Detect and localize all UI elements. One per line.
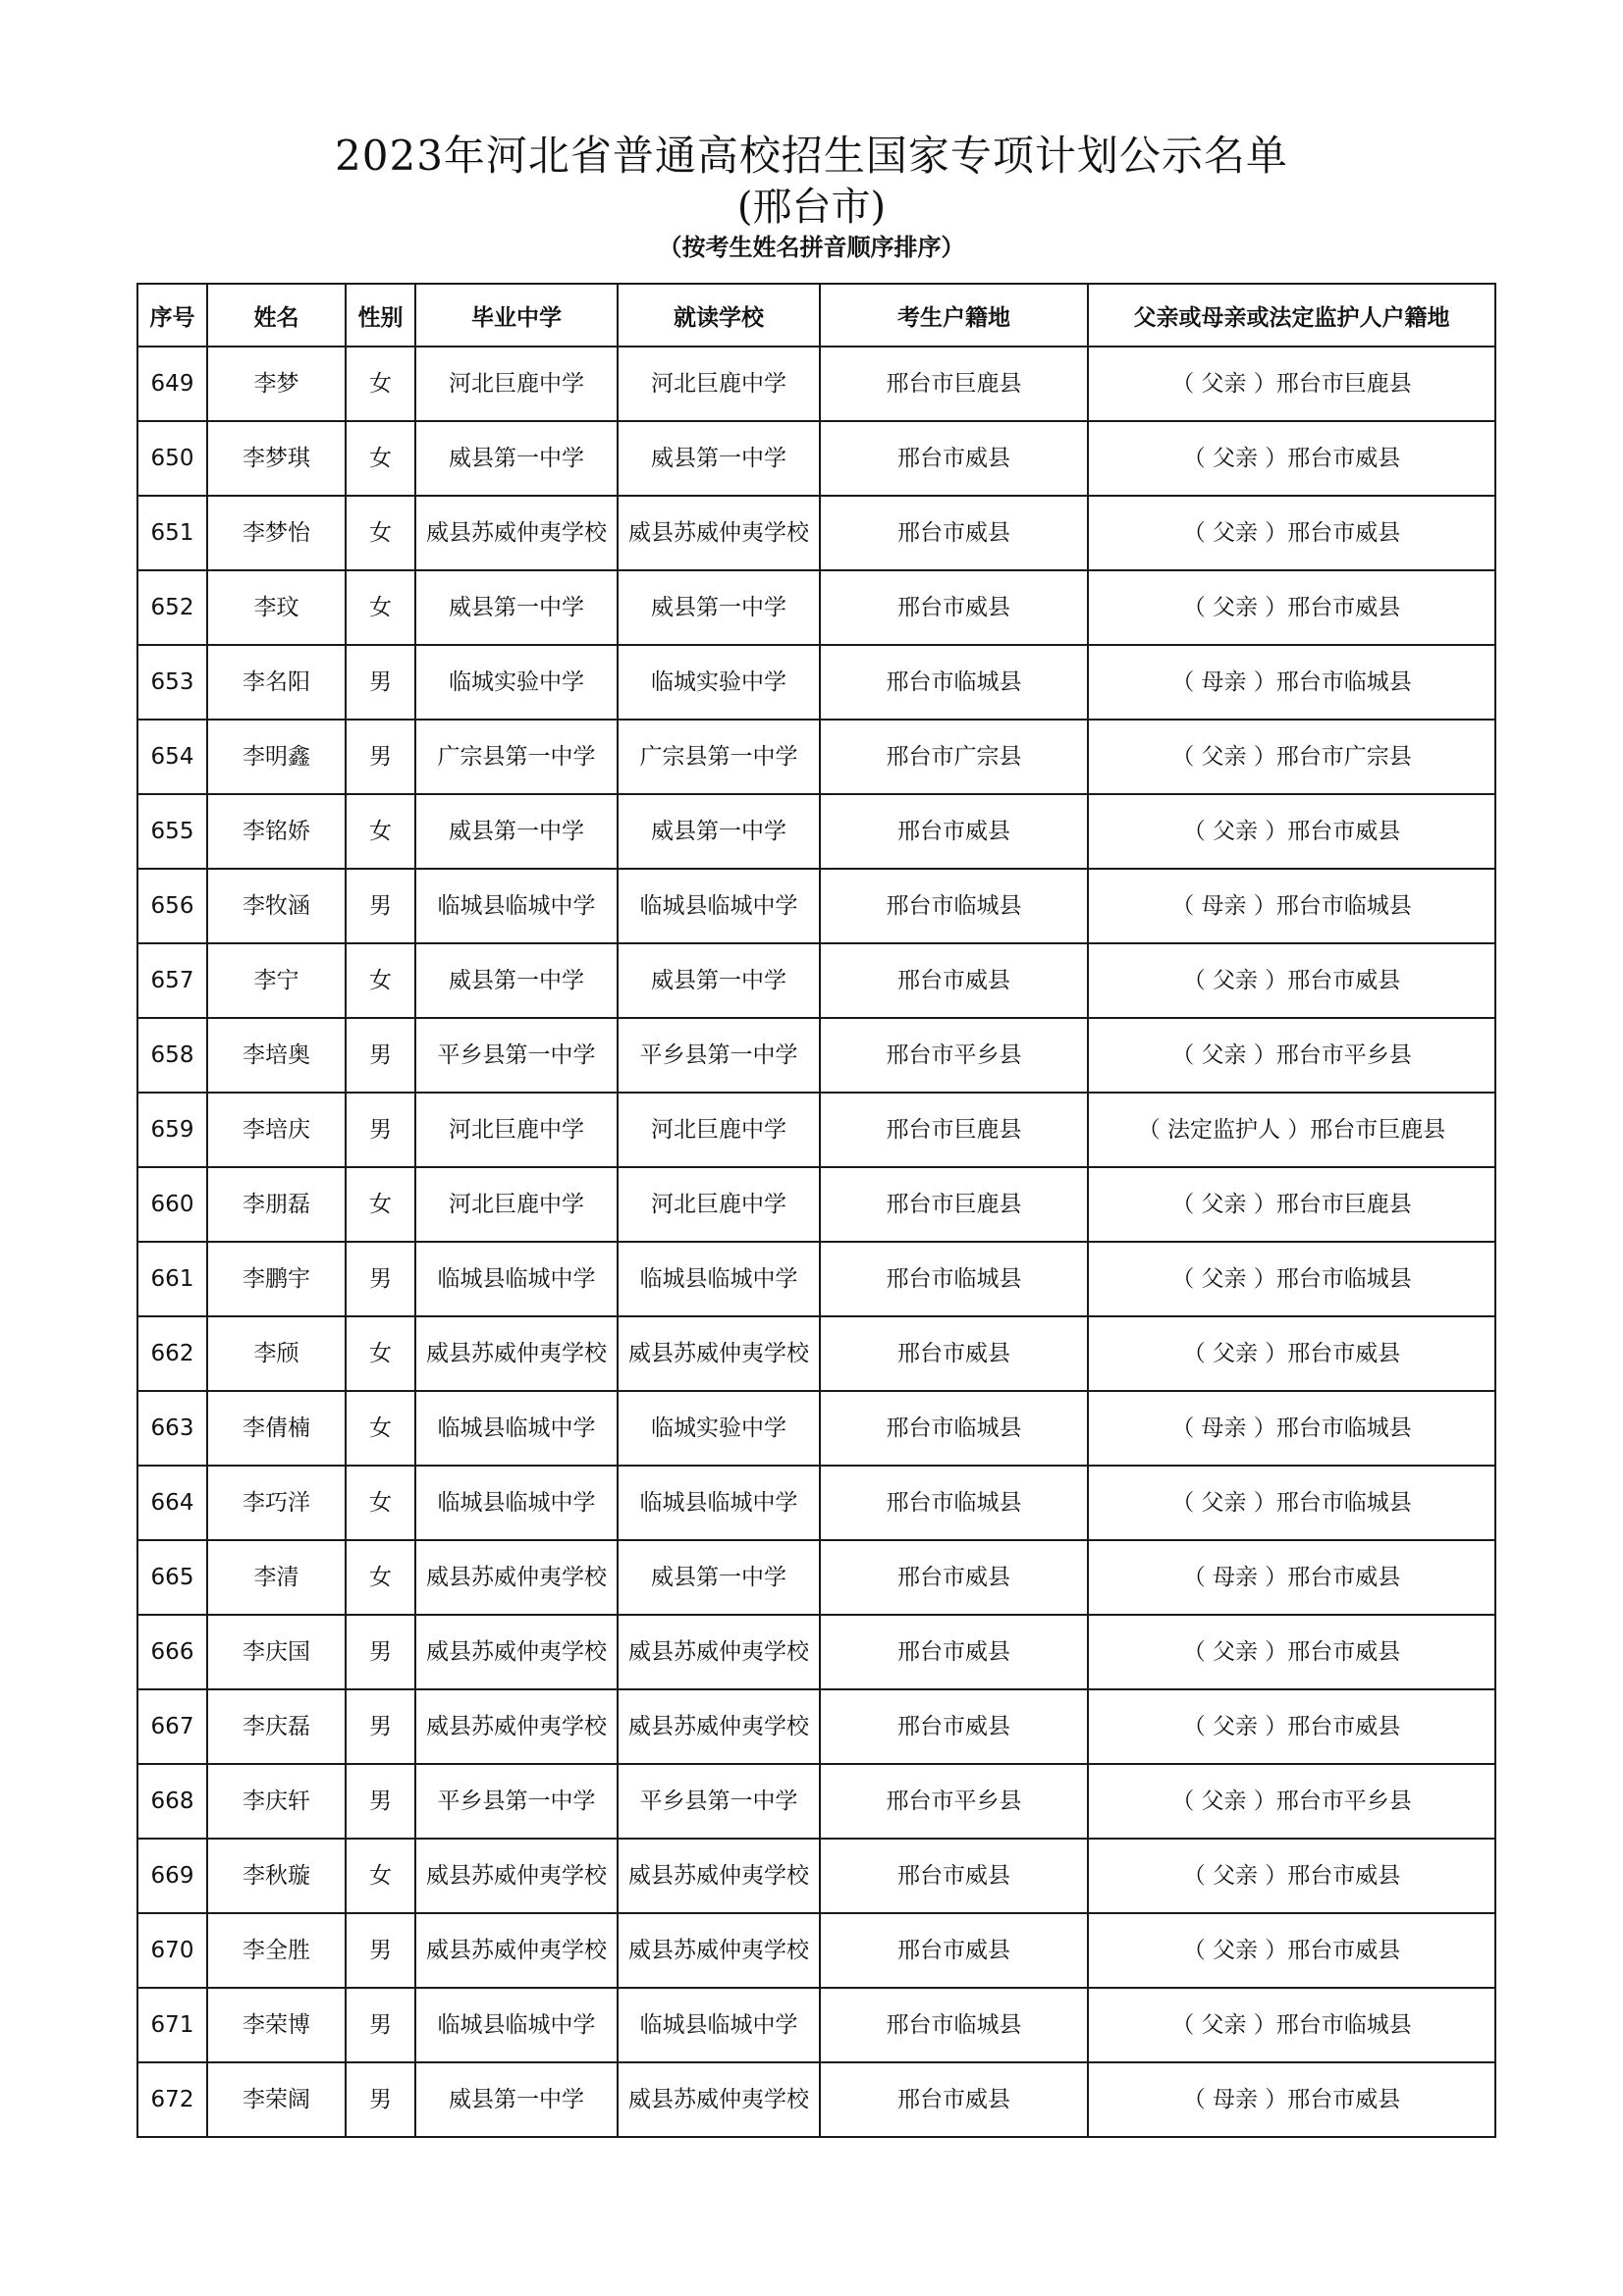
header-row bbox=[137, 284, 1495, 347]
cell-name: 李荣博 bbox=[207, 1988, 346, 2062]
cell-guardian-household: （ 母亲 ）邢台市威县 bbox=[1088, 1540, 1495, 1615]
cell-student-household: 邢台市威县 bbox=[820, 496, 1088, 570]
cell-guardian-household: （ 母亲 ）邢台市临城县 bbox=[1088, 645, 1495, 720]
cell-student-household: 邢台市威县 bbox=[820, 943, 1088, 1018]
cell-current-school: 河北巨鹿中学 bbox=[618, 347, 820, 421]
cell-current-school: 河北巨鹿中学 bbox=[618, 1093, 820, 1167]
cell-gender: 男 bbox=[346, 1093, 415, 1167]
cell-guardian-household: （ 父亲 ）邢台市威县 bbox=[1088, 1615, 1495, 1689]
table-row bbox=[137, 347, 1495, 421]
table-row bbox=[137, 869, 1495, 943]
cell-name: 李牧涵 bbox=[207, 869, 346, 943]
cell-graduated-school: 威县第一中学 bbox=[415, 2062, 618, 2137]
cell-current-school: 威县苏威仲夷学校 bbox=[618, 1839, 820, 1913]
cell-seq: 666 bbox=[137, 1615, 207, 1689]
table-row bbox=[137, 1764, 1495, 1839]
cell-gender: 女 bbox=[346, 1466, 415, 1540]
cell-student-household: 邢台市临城县 bbox=[820, 869, 1088, 943]
cell-student-household: 邢台市威县 bbox=[820, 421, 1088, 496]
cell-name: 李朋磊 bbox=[207, 1167, 346, 1242]
cell-student-household: 邢台市巨鹿县 bbox=[820, 1167, 1088, 1242]
cell-gender: 男 bbox=[346, 869, 415, 943]
cell-current-school: 威县苏威仲夷学校 bbox=[618, 1913, 820, 1988]
cell-guardian-household: （ 父亲 ）邢台市广宗县 bbox=[1088, 720, 1495, 794]
cell-gender: 女 bbox=[346, 347, 415, 421]
cell-graduated-school: 临城县临城中学 bbox=[415, 1466, 618, 1540]
cell-student-household: 邢台市威县 bbox=[820, 1913, 1088, 1988]
cell-gender: 男 bbox=[346, 645, 415, 720]
cell-student-household: 邢台市威县 bbox=[820, 2062, 1088, 2137]
cell-seq: 670 bbox=[137, 1913, 207, 1988]
cell-name: 李培奥 bbox=[207, 1018, 346, 1093]
cell-current-school: 威县第一中学 bbox=[618, 421, 820, 496]
table-body bbox=[137, 347, 1495, 2137]
cell-name: 李庆轩 bbox=[207, 1764, 346, 1839]
cell-name: 李庆国 bbox=[207, 1615, 346, 1689]
cell-graduated-school: 临城县临城中学 bbox=[415, 1391, 618, 1466]
cell-guardian-household: （ 父亲 ）邢台市威县 bbox=[1088, 1316, 1495, 1391]
cell-gender: 女 bbox=[346, 1540, 415, 1615]
cell-name: 李全胜 bbox=[207, 1913, 346, 1988]
table-row bbox=[137, 1988, 1495, 2062]
cell-name: 李荣阔 bbox=[207, 2062, 346, 2137]
cell-current-school: 威县苏威仲夷学校 bbox=[618, 1689, 820, 1764]
cell-gender: 女 bbox=[346, 570, 415, 645]
cell-graduated-school: 威县第一中学 bbox=[415, 794, 618, 869]
table-row bbox=[137, 1615, 1495, 1689]
cell-current-school: 临城实验中学 bbox=[618, 1391, 820, 1466]
cell-guardian-household: （ 父亲 ）邢台市临城县 bbox=[1088, 1988, 1495, 2062]
cell-gender: 男 bbox=[346, 1242, 415, 1316]
cell-student-household: 邢台市平乡县 bbox=[820, 1018, 1088, 1093]
table-row bbox=[137, 1242, 1495, 1316]
cell-graduated-school: 威县苏威仲夷学校 bbox=[415, 1316, 618, 1391]
cell-student-household: 邢台市威县 bbox=[820, 1615, 1088, 1689]
cell-seq: 658 bbox=[137, 1018, 207, 1093]
cell-student-household: 邢台市威县 bbox=[820, 1839, 1088, 1913]
cell-name: 李玟 bbox=[207, 570, 346, 645]
cell-name: 李鹏宇 bbox=[207, 1242, 346, 1316]
cell-graduated-school: 临城县临城中学 bbox=[415, 869, 618, 943]
cell-seq: 654 bbox=[137, 720, 207, 794]
table-row bbox=[137, 720, 1495, 794]
cell-gender: 女 bbox=[346, 794, 415, 869]
cell-graduated-school: 平乡县第一中学 bbox=[415, 1018, 618, 1093]
cell-name: 李宁 bbox=[207, 943, 346, 1018]
cell-graduated-school: 威县第一中学 bbox=[415, 421, 618, 496]
cell-graduated-school: 威县苏威仲夷学校 bbox=[415, 1689, 618, 1764]
cell-graduated-school: 临城县临城中学 bbox=[415, 1988, 618, 2062]
table-row bbox=[137, 1689, 1495, 1764]
cell-guardian-household: （ 父亲 ）邢台市威县 bbox=[1088, 943, 1495, 1018]
table-header bbox=[137, 284, 1495, 347]
cell-guardian-household: （ 父亲 ）邢台市威县 bbox=[1088, 496, 1495, 570]
header-name: 姓名 bbox=[207, 284, 346, 347]
cell-seq: 657 bbox=[137, 943, 207, 1018]
cell-student-household: 邢台市临城县 bbox=[820, 1242, 1088, 1316]
cell-name: 李明鑫 bbox=[207, 720, 346, 794]
cell-current-school: 平乡县第一中学 bbox=[618, 1018, 820, 1093]
table-row bbox=[137, 1913, 1495, 1988]
cell-guardian-household: （ 父亲 ）邢台市临城县 bbox=[1088, 1242, 1495, 1316]
cell-current-school: 平乡县第一中学 bbox=[618, 1764, 820, 1839]
cell-guardian-household: （ 父亲 ）邢台市平乡县 bbox=[1088, 1018, 1495, 1093]
cell-gender: 女 bbox=[346, 421, 415, 496]
cell-gender: 男 bbox=[346, 1689, 415, 1764]
cell-name: 李巧洋 bbox=[207, 1466, 346, 1540]
table-row bbox=[137, 1540, 1495, 1615]
cell-seq: 651 bbox=[137, 496, 207, 570]
cell-current-school: 临城实验中学 bbox=[618, 645, 820, 720]
header-guardian-household: 父亲或母亲或法定监护人户籍地 bbox=[1088, 284, 1495, 347]
table-row bbox=[137, 2062, 1495, 2137]
table-row bbox=[137, 1167, 1495, 1242]
header-student-household: 考生户籍地 bbox=[820, 284, 1088, 347]
cell-student-household: 邢台市临城县 bbox=[820, 1466, 1088, 1540]
cell-seq: 656 bbox=[137, 869, 207, 943]
document-subtitle: (邢台市) bbox=[736, 185, 887, 230]
roster-table bbox=[136, 283, 1496, 2138]
cell-current-school: 临城县临城中学 bbox=[618, 869, 820, 943]
cell-graduated-school: 河北巨鹿中学 bbox=[415, 1167, 618, 1242]
cell-current-school: 河北巨鹿中学 bbox=[618, 1167, 820, 1242]
cell-current-school: 临城县临城中学 bbox=[618, 1988, 820, 2062]
cell-graduated-school: 临城县临城中学 bbox=[415, 1242, 618, 1316]
cell-student-household: 邢台市威县 bbox=[820, 570, 1088, 645]
cell-graduated-school: 威县苏威仲夷学校 bbox=[415, 1540, 618, 1615]
cell-graduated-school: 河北巨鹿中学 bbox=[415, 1093, 618, 1167]
header-graduated-school: 毕业中学 bbox=[415, 284, 618, 347]
cell-guardian-household: （ 母亲 ）邢台市威县 bbox=[1088, 2062, 1495, 2137]
cell-name: 李梦怡 bbox=[207, 496, 346, 570]
cell-student-household: 邢台市威县 bbox=[820, 1689, 1088, 1764]
cell-guardian-household: （ 母亲 ）邢台市临城县 bbox=[1088, 1391, 1495, 1466]
cell-student-household: 邢台市威县 bbox=[820, 1316, 1088, 1391]
cell-gender: 男 bbox=[346, 1615, 415, 1689]
cell-graduated-school: 威县苏威仲夷学校 bbox=[415, 1615, 618, 1689]
cell-guardian-household: （ 父亲 ）邢台市威县 bbox=[1088, 794, 1495, 869]
cell-seq: 659 bbox=[137, 1093, 207, 1167]
cell-seq: 662 bbox=[137, 1316, 207, 1391]
table-row bbox=[137, 496, 1495, 570]
table-row bbox=[137, 1839, 1495, 1913]
cell-current-school: 威县第一中学 bbox=[618, 570, 820, 645]
cell-guardian-household: （ 父亲 ）邢台市威县 bbox=[1088, 1689, 1495, 1764]
cell-graduated-school: 威县第一中学 bbox=[415, 943, 618, 1018]
cell-graduated-school: 威县苏威仲夷学校 bbox=[415, 496, 618, 570]
cell-seq: 665 bbox=[137, 1540, 207, 1615]
cell-name: 李庆磊 bbox=[207, 1689, 346, 1764]
table-row bbox=[137, 421, 1495, 496]
cell-name: 李秋璇 bbox=[207, 1839, 346, 1913]
cell-guardian-household: （ 父亲 ）邢台市威县 bbox=[1088, 421, 1495, 496]
cell-name: 李培庆 bbox=[207, 1093, 346, 1167]
cell-student-household: 邢台市巨鹿县 bbox=[820, 347, 1088, 421]
document-title: 2023年河北省普通高校招生国家专项计划公示名单 bbox=[335, 132, 1288, 180]
cell-seq: 664 bbox=[137, 1466, 207, 1540]
cell-current-school: 临城县临城中学 bbox=[618, 1242, 820, 1316]
table-row bbox=[137, 1316, 1495, 1391]
cell-seq: 671 bbox=[137, 1988, 207, 2062]
cell-current-school: 威县第一中学 bbox=[618, 1540, 820, 1615]
cell-seq: 660 bbox=[137, 1167, 207, 1242]
cell-student-household: 邢台市临城县 bbox=[820, 1391, 1088, 1466]
table-row bbox=[137, 1018, 1495, 1093]
cell-graduated-school: 平乡县第一中学 bbox=[415, 1764, 618, 1839]
cell-seq: 668 bbox=[137, 1764, 207, 1839]
cell-name: 李清 bbox=[207, 1540, 346, 1615]
cell-name: 李梦琪 bbox=[207, 421, 346, 496]
cell-name: 李铭娇 bbox=[207, 794, 346, 869]
cell-seq: 667 bbox=[137, 1689, 207, 1764]
header-gender: 性别 bbox=[346, 284, 415, 347]
table-row bbox=[137, 794, 1495, 869]
cell-student-household: 邢台市威县 bbox=[820, 1540, 1088, 1615]
cell-guardian-household: （ 父亲 ）邢台市威县 bbox=[1088, 1839, 1495, 1913]
table-row bbox=[137, 1391, 1495, 1466]
cell-gender: 男 bbox=[346, 1018, 415, 1093]
cell-guardian-household: （ 父亲 ）邢台市巨鹿县 bbox=[1088, 347, 1495, 421]
cell-gender: 男 bbox=[346, 720, 415, 794]
cell-seq: 650 bbox=[137, 421, 207, 496]
cell-current-school: 威县第一中学 bbox=[618, 943, 820, 1018]
table-row bbox=[137, 943, 1495, 1018]
cell-student-household: 邢台市广宗县 bbox=[820, 720, 1088, 794]
cell-name: 李梦 bbox=[207, 347, 346, 421]
cell-graduated-school: 威县苏威仲夷学校 bbox=[415, 1839, 618, 1913]
cell-seq: 653 bbox=[137, 645, 207, 720]
cell-gender: 女 bbox=[346, 943, 415, 1018]
cell-seq: 655 bbox=[137, 794, 207, 869]
table-row bbox=[137, 1466, 1495, 1540]
table-row bbox=[137, 570, 1495, 645]
cell-graduated-school: 临城实验中学 bbox=[415, 645, 618, 720]
cell-student-household: 邢台市巨鹿县 bbox=[820, 1093, 1088, 1167]
cell-current-school: 威县苏威仲夷学校 bbox=[618, 1316, 820, 1391]
cell-graduated-school: 河北巨鹿中学 bbox=[415, 347, 618, 421]
cell-guardian-household: （ 母亲 ）邢台市临城县 bbox=[1088, 869, 1495, 943]
cell-gender: 男 bbox=[346, 1913, 415, 1988]
cell-current-school: 广宗县第一中学 bbox=[618, 720, 820, 794]
header-seq: 序号 bbox=[137, 284, 207, 347]
cell-current-school: 威县苏威仲夷学校 bbox=[618, 496, 820, 570]
table-row bbox=[137, 1093, 1495, 1167]
cell-student-household: 邢台市临城县 bbox=[820, 645, 1088, 720]
cell-gender: 男 bbox=[346, 2062, 415, 2137]
cell-gender: 女 bbox=[346, 496, 415, 570]
cell-graduated-school: 广宗县第一中学 bbox=[415, 720, 618, 794]
cell-guardian-household: （ 父亲 ）邢台市威县 bbox=[1088, 1913, 1495, 1988]
cell-guardian-household: （ 父亲 ）邢台市巨鹿县 bbox=[1088, 1167, 1495, 1242]
cell-gender: 女 bbox=[346, 1316, 415, 1391]
cell-student-household: 邢台市平乡县 bbox=[820, 1764, 1088, 1839]
cell-gender: 女 bbox=[346, 1391, 415, 1466]
cell-current-school: 威县苏威仲夷学校 bbox=[618, 2062, 820, 2137]
cell-guardian-household: （ 父亲 ）邢台市平乡县 bbox=[1088, 1764, 1495, 1839]
cell-gender: 女 bbox=[346, 1839, 415, 1913]
cell-gender: 男 bbox=[346, 1764, 415, 1839]
cell-guardian-household: （ 父亲 ）邢台市临城县 bbox=[1088, 1466, 1495, 1540]
cell-guardian-household: （ 法定监护人 ）邢台市巨鹿县 bbox=[1088, 1093, 1495, 1167]
cell-name: 李名阳 bbox=[207, 645, 346, 720]
cell-name: 李颀 bbox=[207, 1316, 346, 1391]
cell-current-school: 威县苏威仲夷学校 bbox=[618, 1615, 820, 1689]
cell-seq: 649 bbox=[137, 347, 207, 421]
cell-student-household: 邢台市威县 bbox=[820, 794, 1088, 869]
cell-name: 李倩楠 bbox=[207, 1391, 346, 1466]
cell-seq: 661 bbox=[137, 1242, 207, 1316]
cell-current-school: 临城县临城中学 bbox=[618, 1466, 820, 1540]
cell-student-household: 邢台市临城县 bbox=[820, 1988, 1088, 2062]
cell-gender: 男 bbox=[346, 1988, 415, 2062]
cell-graduated-school: 威县苏威仲夷学校 bbox=[415, 1913, 618, 1988]
header-current-school: 就读学校 bbox=[618, 284, 820, 347]
cell-current-school: 威县第一中学 bbox=[618, 794, 820, 869]
cell-seq: 652 bbox=[137, 570, 207, 645]
cell-gender: 女 bbox=[346, 1167, 415, 1242]
sort-note: （按考生姓名拼音顺序排序） bbox=[658, 233, 965, 261]
cell-guardian-household: （ 父亲 ）邢台市威县 bbox=[1088, 570, 1495, 645]
cell-seq: 669 bbox=[137, 1839, 207, 1913]
cell-seq: 663 bbox=[137, 1391, 207, 1466]
table-row bbox=[137, 645, 1495, 720]
cell-graduated-school: 威县第一中学 bbox=[415, 570, 618, 645]
cell-seq: 672 bbox=[137, 2062, 207, 2137]
